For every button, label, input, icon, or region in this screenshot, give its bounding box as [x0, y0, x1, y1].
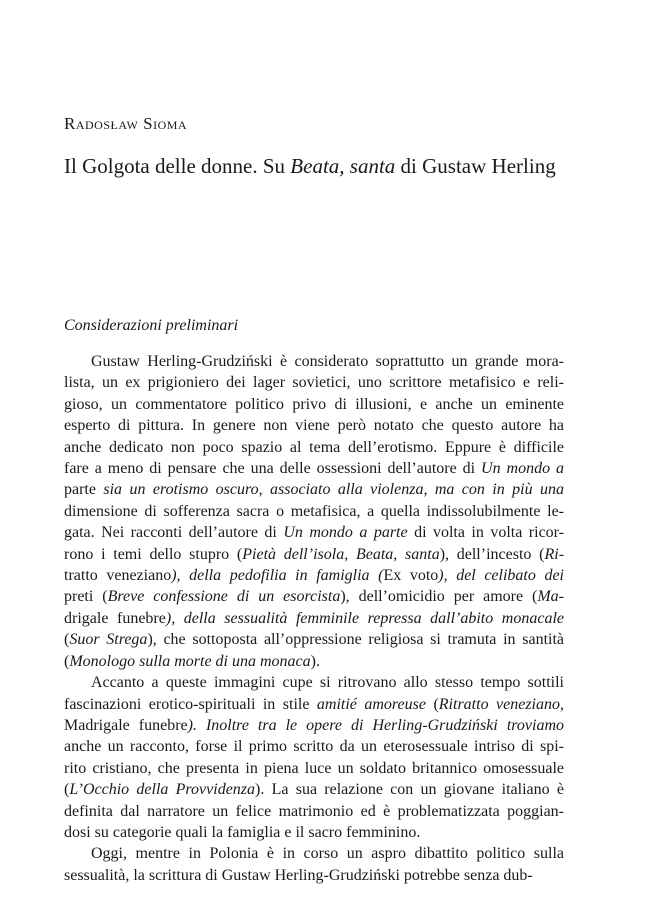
text-line	[64, 479, 564, 500]
text-run: (	[425, 695, 439, 713]
text-run: gata. Nei racconti dell’autore di	[64, 524, 284, 542]
text-line	[64, 458, 564, 479]
text-line	[64, 437, 564, 458]
text-line	[64, 522, 564, 543]
text-run: (	[64, 631, 70, 649]
text-line	[64, 779, 564, 800]
italic-text: L’Occhio della Provvidenza	[69, 781, 256, 799]
italic-text: Ri-	[544, 545, 565, 563]
text-run: ).	[310, 652, 320, 670]
text-line	[64, 608, 564, 629]
text-run: gioso, un commentatore politico privo di illusioni, e anche un eminente	[64, 395, 564, 413]
text-run: ), dell’omicidio per amore (	[340, 588, 538, 606]
text-line	[64, 672, 564, 693]
text-run: Ex voto	[383, 567, 439, 585]
text-line	[64, 565, 564, 586]
text-line	[64, 758, 564, 779]
text-line	[64, 715, 564, 736]
text-line	[64, 694, 564, 715]
text-run: Madrigale funebre	[64, 716, 188, 734]
text-line	[64, 372, 564, 393]
text-line	[64, 843, 564, 864]
text-run: Accanto a queste immagini cupe si ritrovano allo stesso tempo sottili	[91, 674, 564, 692]
italic-text: Un mondo a	[481, 460, 565, 478]
body-text	[64, 351, 564, 886]
paragraph	[64, 351, 564, 672]
title-part: di Gustaw Herling	[395, 154, 556, 178]
italic-text: Ritratto veneziano	[438, 695, 561, 713]
section-heading: Considerazioni preliminari	[64, 317, 239, 334]
italic-text: Monologo sulla morte di una monaca	[69, 652, 311, 670]
text-run: ,	[344, 545, 356, 563]
italic-text: amitié amoreuse	[316, 695, 426, 713]
italic-text: ), della pedofilia in famiglia (	[171, 567, 384, 585]
text-run: (	[64, 652, 70, 670]
text-run: fascinazioni erotico-spirituali in stile	[64, 695, 317, 713]
italic-text: Suor Strega	[69, 631, 148, 649]
text-run: ). La sua relazione con un giovane italiano è	[255, 781, 564, 799]
text-run: tratto veneziano	[64, 567, 172, 585]
text-line	[64, 544, 564, 565]
text-run: ,	[560, 695, 565, 713]
text-line	[64, 801, 564, 822]
text-line	[64, 394, 564, 415]
text-line	[64, 651, 564, 672]
text-run: anche dedicato non poco spazio al tema dell’erotismo. Eppure è difficile	[64, 438, 564, 456]
title-part: Il Golgota delle donne. Su	[64, 154, 291, 178]
italic-text: Un mondo a parte	[283, 524, 408, 542]
text-run: fare a meno di pensare che una delle ossessioni dell’autore di	[64, 460, 482, 478]
italic-text: Breve confessione di un esorcista	[107, 588, 341, 606]
text-line	[64, 586, 564, 607]
text-run: parte	[64, 481, 96, 499]
title-part-italic: Beata, santa	[290, 154, 396, 178]
italic-text: sia un erotismo oscuro, associato alla violenza, ma con in più una	[95, 481, 564, 499]
text-line	[64, 822, 564, 843]
text-run: rito cristiano, che presenta in piena luce un soldato britannico omosessuale	[64, 759, 564, 777]
text-run: anche un racconto, forse il primo scritto da un eterosessuale intriso di spi-	[64, 738, 564, 756]
text-run: (	[64, 781, 70, 799]
italic-text: Ma-	[537, 588, 564, 606]
text-run: lista, un ex prigioniero dei lager sovietici, uno scrittore metafisico e reli-	[64, 374, 564, 392]
text-run: Oggi, mentre in Polonia è in corso un aspro dibattito politico sulla	[91, 845, 564, 863]
text-run: preti (	[64, 588, 108, 606]
text-run: drigale funebre	[64, 609, 166, 627]
italic-text: ). Inoltre tra le opere di Herling-Grudziński troviamo	[187, 716, 564, 734]
text-line	[64, 501, 564, 522]
text-line	[64, 351, 564, 372]
text-run: esperto di pittura. In genere non viene però notato che questo autore ha	[64, 417, 564, 435]
text-line	[64, 736, 564, 757]
text-line	[64, 629, 564, 650]
paragraph	[64, 843, 564, 886]
text-run: dosi su categorie quali la famiglia e il sacro femminino.	[64, 823, 421, 841]
text-run: di volta in volta ricor-	[407, 524, 565, 542]
text-run: dimensione di sofferenza sacra o metafisica, a quella indissolubilmente le-	[64, 502, 564, 520]
paragraph	[64, 672, 564, 843]
text-run: ), che sottoposta all’oppressione religiosa si tramuta in santità	[147, 631, 565, 649]
text-run: sessualità, la scrittura di Gustaw Herling-Grudziński potrebbe senza dub-	[64, 866, 533, 884]
author-name: Radosław Sioma	[64, 114, 188, 133]
text-line	[64, 865, 564, 886]
text-run: rono i temi dello stupro (	[64, 545, 243, 563]
italic-text: ), della sessualità femminile repressa dall’abito monacale	[165, 609, 565, 627]
text-line	[64, 415, 564, 436]
italic-text: Beata, santa	[355, 545, 440, 563]
italic-text: ), del celibato dei	[438, 567, 565, 585]
text-run: Gustaw Herling-Grudziński è considerato soprattutto un grande mora-	[91, 353, 564, 370]
italic-text: Pietà dell’isola	[242, 545, 345, 563]
text-run: definita dal narratore un felice matrimonio ed è problematizzata poggian-	[64, 802, 564, 820]
article-title	[64, 153, 556, 179]
text-run: ), dell’incesto (	[439, 545, 545, 563]
